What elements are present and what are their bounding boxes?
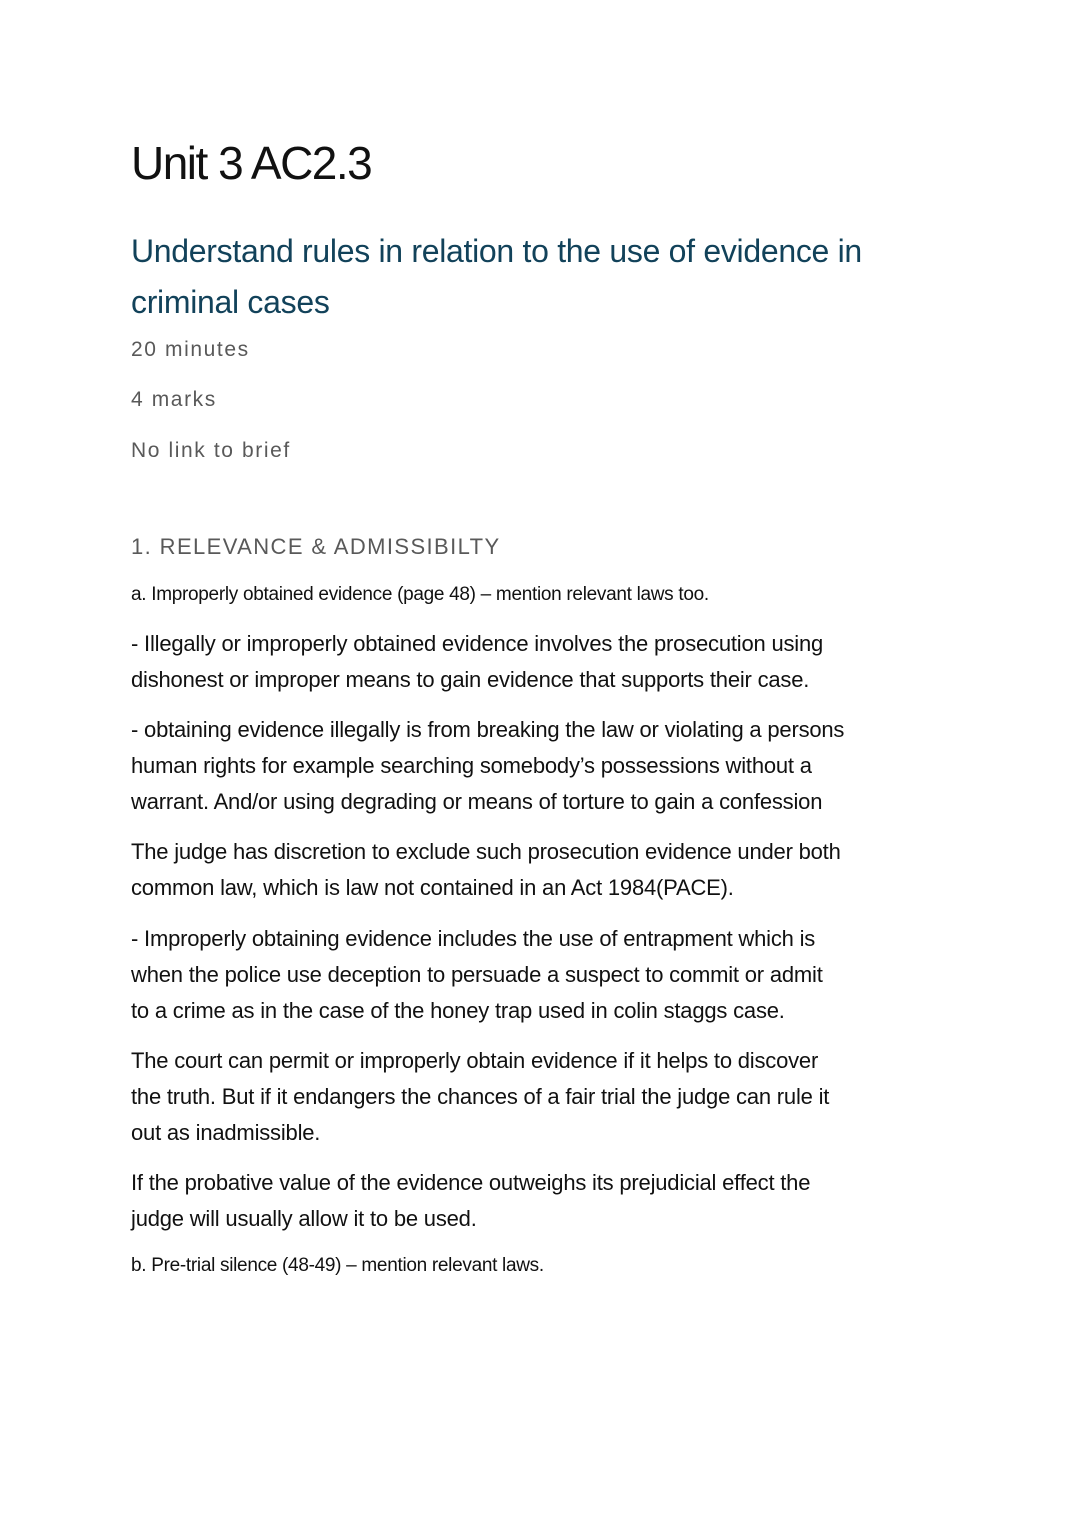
document-subtitle	[131, 226, 862, 328]
paragraph-line: human rights for example searching somebody’s possessions without a	[131, 753, 812, 778]
paragraph	[131, 834, 841, 906]
subtitle-line: criminal cases	[131, 284, 330, 320]
paragraph	[131, 1043, 829, 1151]
paragraph-line: - Improperly obtaining evidence includes the use of entrapment which is	[131, 926, 816, 951]
marks-text: 4 marks	[131, 388, 217, 411]
duration-text: 20 minutes	[131, 338, 250, 361]
paragraph-line: If the probative value of the evidence outweighs its prejudicial effect the	[131, 1170, 811, 1195]
paragraph-line: - Illegally or improperly obtained evidence involves the prosecution using	[131, 631, 824, 656]
question-b: b. Pre-trial silence (48-49) – mention relevant laws.	[131, 1255, 544, 1276]
paragraph-line: warrant. And/or using degrading or means of torture to gain a confession	[131, 789, 823, 814]
paragraph	[131, 626, 823, 698]
paragraph-line: when the police use deception to persuade a suspect to commit or admit	[131, 962, 823, 987]
paragraph	[131, 921, 823, 1029]
brief-text: No link to brief	[131, 439, 291, 462]
paragraph	[131, 1165, 810, 1237]
paragraph-line: - obtaining evidence illegally is from breaking the law or violating a persons	[131, 717, 845, 742]
paragraph-line: The court can permit or improperly obtain evidence if it helps to discover	[131, 1048, 819, 1073]
subtitle-line: Understand rules in relation to the use of evidence in	[131, 233, 862, 269]
paragraph-line: to a crime as in the case of the honey trap used in colin staggs case.	[131, 998, 785, 1023]
document-title: Unit 3 AC2.3	[131, 137, 372, 189]
paragraph-line: common law, which is law not contained in an Act 1984(PACE).	[131, 875, 734, 900]
question-a: a. Improperly obtained evidence (page 48) – mention relevant laws too.	[131, 584, 709, 605]
paragraph-line: out as inadmissible.	[131, 1120, 321, 1145]
paragraph-line: the truth. But if it endangers the chances of a fair trial the judge can rule it	[131, 1084, 830, 1109]
section-heading: 1. RELEVANCE & ADMISSIBILTY	[131, 534, 501, 559]
paragraph	[131, 712, 844, 820]
paragraph-line: The judge has discretion to exclude such prosecution evidence under both	[131, 839, 841, 864]
paragraph-line: judge will usually allow it to be used.	[131, 1206, 477, 1231]
paragraph-line: dishonest or improper means to gain evidence that supports their case.	[131, 667, 810, 692]
